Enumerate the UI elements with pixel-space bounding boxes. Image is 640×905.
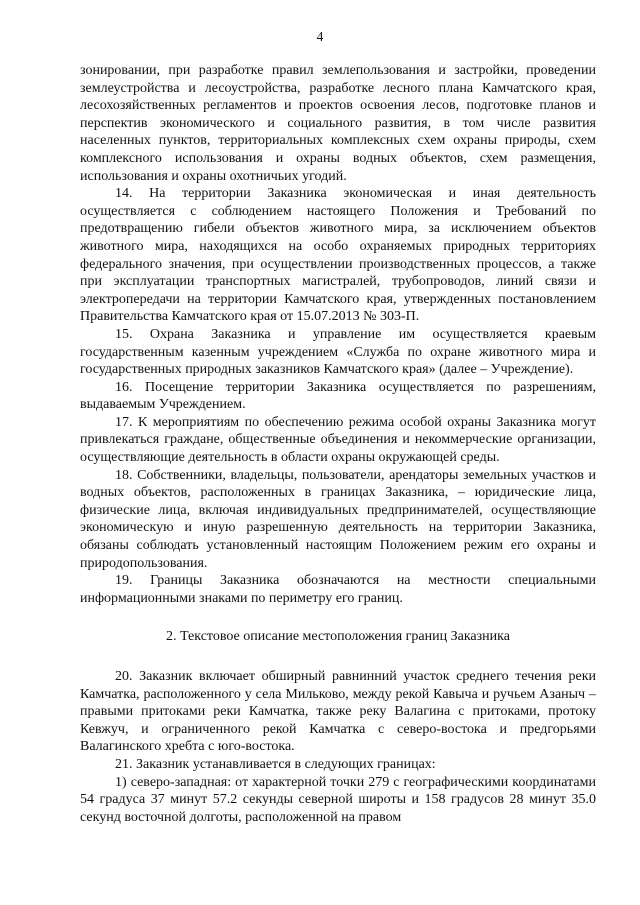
paragraph-continuation: зонировании, при разработке правил землепользования и застройки, проведении землеустройства и лесоустройства, разработке лесного плана Камчатского края, лесохозяйственных регламентов и проектов освоения лесов, подготовке планов и перспектив экономического и социального развития, в том числе развития населенных пунктов, территориальных комплексных схем охраны природы, схем комплексного использования и охраны водных объектов, схем размещения, использования и охраны охотничьих угодий. — [80, 63, 596, 184]
paragraph-14: 14. На территории Заказника экономическая и иная деятельность осуществляется с соблюдением настоящего Положения и Требований по предотвращению гибели объектов животного мира, за исключением объектов животного мира, находящихся на особо охраняемых природных территориях федерального значения, при осуществлении производственных процессов, а также при эксплуатации транспортных магистралей, трубопроводов, линий связи и электропередачи на территории Камчатского края, утвержденных постановлением Правительства Камчатского края от 15.07.2013 № 303-П. — [80, 186, 596, 325]
paragraph-16: 16. Посещение территории Заказника осуществляется по разрешениям, выдаваемым Учреждением. — [80, 379, 596, 413]
paragraph-20: 20. Заказник включает обширный равнинний участок среднего течения реки Камчатка, расположенного у села Мильково, между рекой Кавыча и ручьем Азаныч – правыми притоками реки Камчатка, также реку Валагина с притоками, протоку Кевжуч, и ограниченного рекой Камчатка с северо-востока и предгорьями Валагинского хребта с юго-востока. — [80, 669, 596, 755]
paragraph-15: 15. Охрана Заказника и управление им осуществляется краевым государственным казенным учреждением «Служба по охране животного мира и государственных природных заказников Камчатского края» (далее – Учреждение). — [80, 326, 596, 378]
paragraph-21-item-1: 1) северо-западная: от характерной точки 279 с географическими координатами 54 градуса 37 минут 57.2 секунды северной широты и 158 градусов 28 минут 35.0 секунд восточной долготы, расположенной на правом — [80, 774, 596, 825]
paragraph-21: 21. Заказник устанавливается в следующих границах: — [115, 756, 436, 772]
paragraph-19: 19. Границы Заказника обозначаются на местности специальными информационными знаками по периметру его границ. — [80, 573, 596, 606]
paragraph-17: 17. К мероприятиям по обеспечению режима особой охраны Заказника могут привлекаться граждане, общественные объединения и некоммерческие организации, осуществляющие деятельность в области охраны окружающей среды. — [80, 414, 596, 466]
page-number: 4 — [316, 29, 324, 44]
paragraph-18: 18. Собственники, владельцы, пользователи, арендаторы земельных участков и водных объектов, расположенных в границах Заказника, – юридические лица, физические лица, включая индивидуальных предпринимателей, осуществляющие экономическую и иную разрешенную деятельность на территории Заказника, обязаны соблюдать установленный настоящим Положением режим его охраны и природопользования. — [80, 467, 596, 571]
document-body — [80, 62, 596, 826]
section-title: 2. Текстовое описание местоположения границ Заказника — [166, 629, 510, 645]
